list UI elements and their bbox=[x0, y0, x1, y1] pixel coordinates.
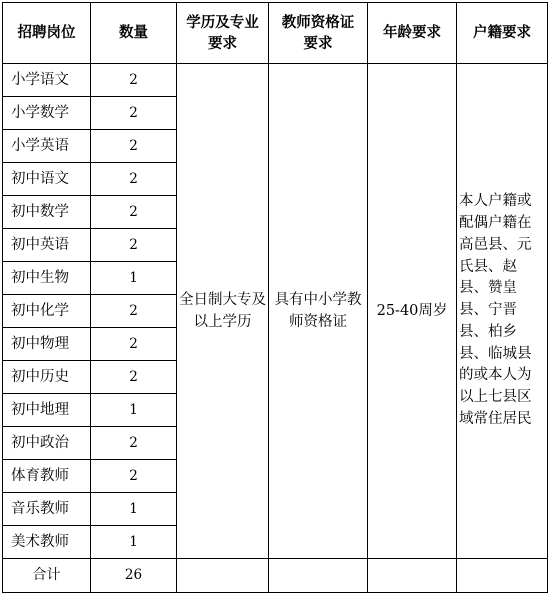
count-cell: 2 bbox=[91, 163, 177, 196]
count-cell: 1 bbox=[91, 394, 177, 427]
position-cell: 初中历史 bbox=[3, 361, 91, 394]
count-cell: 2 bbox=[91, 97, 177, 130]
position-cell: 初中数学 bbox=[3, 196, 91, 229]
recruitment-table bbox=[2, 2, 548, 593]
count-cell: 2 bbox=[91, 229, 177, 262]
certificate-cell: 具有中小学教师资格证 bbox=[269, 64, 368, 559]
header-age: 年龄要求 bbox=[368, 3, 457, 64]
total-label: 合计 bbox=[3, 559, 91, 593]
residence-cell: 本人户籍或配偶户籍在高邑县、元氏县、赵县、赞皇县、宁晋县、柏乡县、临城县的或本人为以上七县区域常住居民 bbox=[457, 64, 548, 559]
total-empty-cell bbox=[457, 559, 548, 593]
position-cell: 音乐教师 bbox=[3, 493, 91, 526]
total-empty-cell bbox=[368, 559, 457, 593]
count-cell: 2 bbox=[91, 295, 177, 328]
header-row bbox=[3, 3, 548, 64]
total-row bbox=[3, 559, 548, 593]
total-empty-cell bbox=[269, 559, 368, 593]
position-cell: 初中政治 bbox=[3, 427, 91, 460]
count-cell: 2 bbox=[91, 64, 177, 97]
count-cell: 2 bbox=[91, 130, 177, 163]
position-cell: 初中语文 bbox=[3, 163, 91, 196]
header-residence: 户籍要求 bbox=[457, 3, 548, 64]
position-cell: 美术教师 bbox=[3, 526, 91, 559]
count-cell: 1 bbox=[91, 262, 177, 295]
position-cell: 小学数学 bbox=[3, 97, 91, 130]
count-cell: 1 bbox=[91, 526, 177, 559]
position-cell: 初中物理 bbox=[3, 328, 91, 361]
count-cell: 2 bbox=[91, 361, 177, 394]
position-cell: 小学语文 bbox=[3, 64, 91, 97]
count-cell: 2 bbox=[91, 328, 177, 361]
age-cell: 25-40周岁 bbox=[368, 64, 457, 559]
count-cell: 2 bbox=[91, 196, 177, 229]
position-cell: 初中地理 bbox=[3, 394, 91, 427]
count-cell: 1 bbox=[91, 493, 177, 526]
header-education: 学历及专业 要求 bbox=[177, 3, 269, 64]
header-position: 招聘岗位 bbox=[3, 3, 91, 64]
count-cell: 2 bbox=[91, 460, 177, 493]
header-count: 数量 bbox=[91, 3, 177, 64]
position-cell: 小学英语 bbox=[3, 130, 91, 163]
position-cell: 体育教师 bbox=[3, 460, 91, 493]
count-cell: 2 bbox=[91, 427, 177, 460]
education-cell: 全日制大专及以上学历 bbox=[177, 64, 269, 559]
total-empty-cell bbox=[177, 559, 269, 593]
position-cell: 初中生物 bbox=[3, 262, 91, 295]
header-certificate: 教师资格证 要求 bbox=[269, 3, 368, 64]
total-count: 26 bbox=[91, 559, 177, 593]
table-row bbox=[3, 64, 548, 97]
position-cell: 初中化学 bbox=[3, 295, 91, 328]
position-cell: 初中英语 bbox=[3, 229, 91, 262]
